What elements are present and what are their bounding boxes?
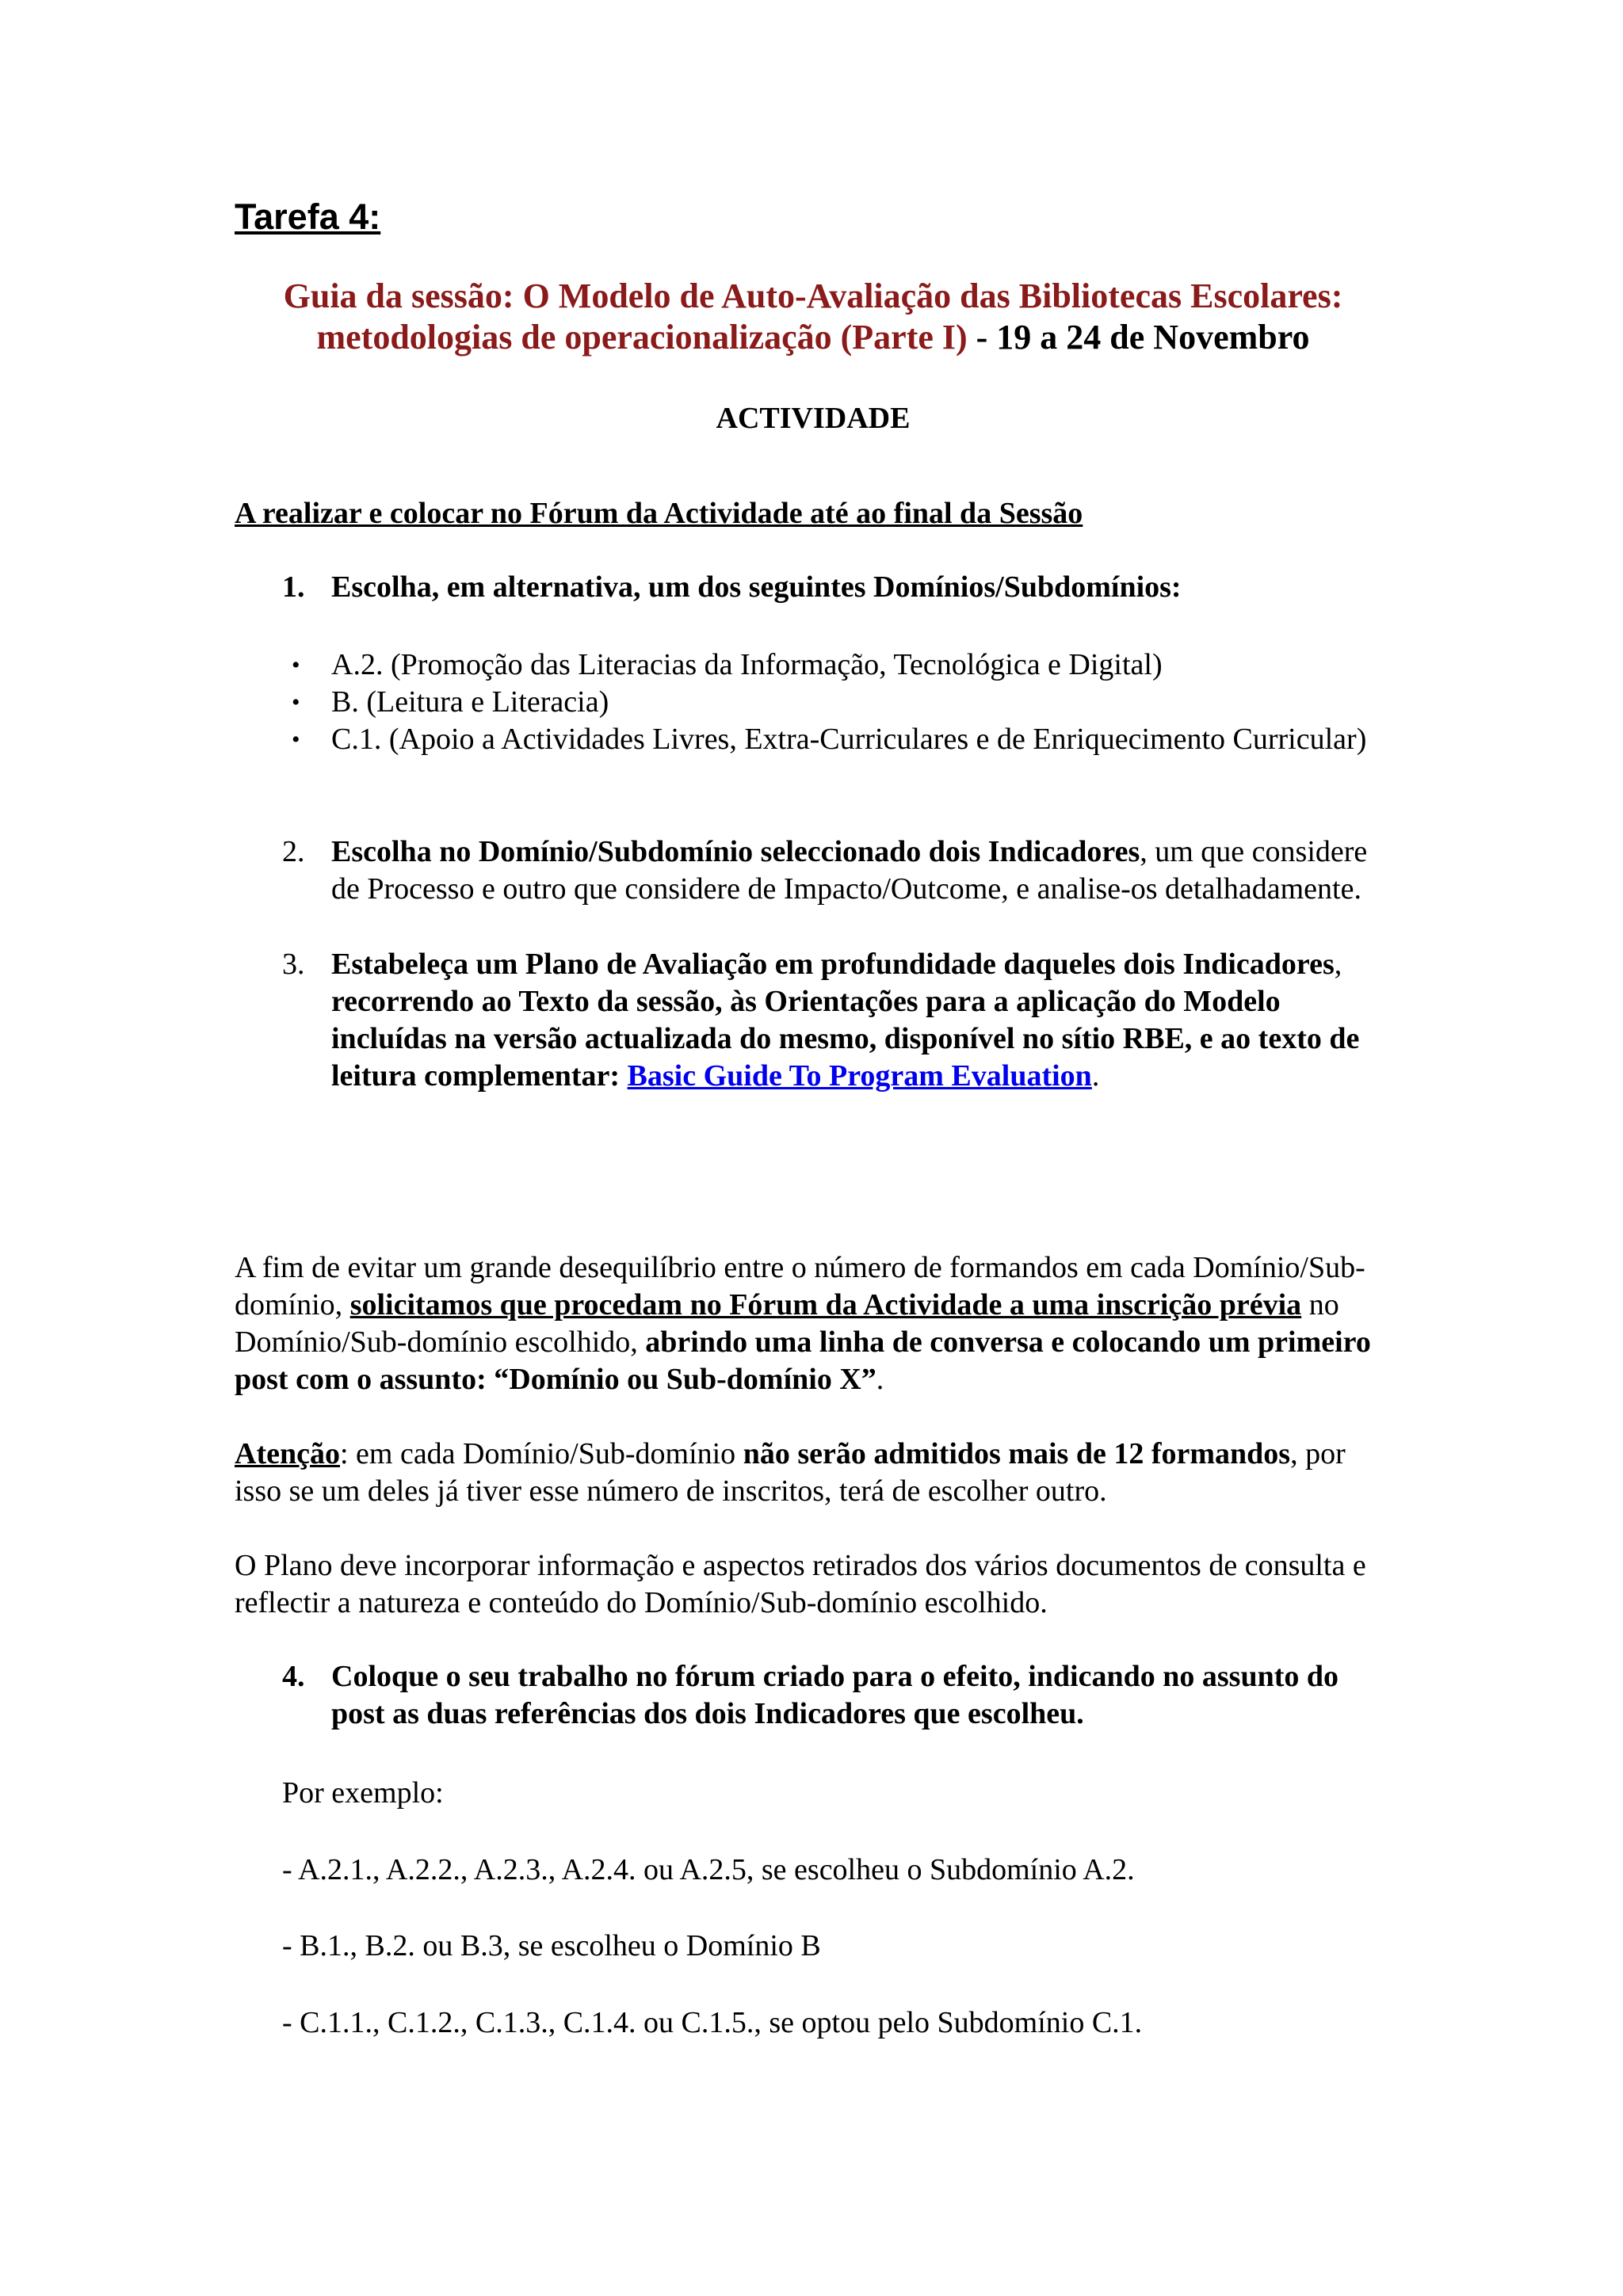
item-number: 1. bbox=[282, 570, 305, 604]
item-number: 2. bbox=[282, 835, 305, 868]
bullet-icon: • bbox=[292, 727, 300, 753]
session-guide-title: Guia da sessão: O Modelo de Auto-Avaliação das Bibliotecas Escolares: metodologias de operacionalização (Parte I) bbox=[283, 277, 1343, 357]
numbered-item-4 bbox=[282, 1658, 1392, 1733]
plan-paragraph: O Plano deve incorporar informação e aspectos retirados dos vários documentos de consulta e reflectir a natureza e conteúdo do Domínio/Sub-domínio escolhido. bbox=[235, 1549, 1366, 1619]
numbered-item-3 bbox=[282, 946, 1392, 1095]
list-item bbox=[282, 721, 1392, 758]
item-text: Escolha, em alternativa, um dos seguintes Domínios/Subdomínios: bbox=[331, 570, 1182, 604]
example-line: - A.2.1., A.2.2., A.2.3., A.2.4. ou A.2.5, se escolheu o Subdomínio A.2. bbox=[282, 1853, 1135, 1886]
item-text: Estabeleça um Plano de Avaliação em profundidade daqueles dois Indicadores, recorrendo ao Texto da sessão, às Orientações para a aplicação do Modelo incluídas na versão actualizada do mesmo, disponível no sítio RBE, e ao texto de leitura complementar: Basic Guide To Program Evaluation. bbox=[331, 948, 1360, 1093]
basic-guide-link[interactable]: Basic Guide To Program Evaluation bbox=[627, 1059, 1092, 1093]
item-number: 4. bbox=[282, 1660, 305, 1693]
activity-heading: ACTIVIDADE bbox=[716, 402, 911, 435]
enrollment-paragraph: A fim de evitar um grande desequilíbrio entre o número de formandos em cada Domínio/Sub-domínio, solicitamos que procedam no Fórum da Actividade a uma inscrição prévia no Domínio/Sub-domínio escolhido, abrindo uma linha de conversa e colocando um primeiro post com o assunto: “Domínio ou Sub-domínio X”. bbox=[235, 1251, 1371, 1396]
example-line: - C.1.1., C.1.2., C.1.3., C.1.4. ou C.1.5., se optou pelo Subdomínio C.1. bbox=[282, 2006, 1143, 2039]
list-item bbox=[282, 684, 1392, 721]
list-item-text: A.2. (Promoção das Literacias da Informação, Tecnológica e Digital) bbox=[331, 648, 1163, 681]
list-item bbox=[282, 646, 1392, 684]
numbered-item-2 bbox=[282, 833, 1392, 908]
list-item-text: C.1. (Apoio a Actividades Livres, Extra-Curriculares e de Enriquecimento Curricular) bbox=[331, 723, 1367, 756]
session-dates: - 19 a 24 de Novembro bbox=[967, 318, 1310, 357]
attention-paragraph: Atenção: em cada Domínio/Sub-domínio não serão admitidos mais de 12 formandos, por isso se um deles já tiver esse número de inscritos, terá de escolher outro. bbox=[235, 1437, 1346, 1508]
example-line: - B.1., B.2. ou B.3, se escolheu o Domínio B bbox=[282, 1929, 821, 1962]
domain-bullet-list bbox=[282, 646, 1392, 758]
item-text: Coloque o seu trabalho no fórum criado para o efeito, indicando no assunto do post as duas referências dos dois Indicadores que escolheu. bbox=[331, 1660, 1339, 1730]
activity-subtitle: A realizar e colocar no Fórum da Actividade até ao final da Sessão bbox=[235, 497, 1083, 530]
bullet-icon: • bbox=[292, 689, 300, 715]
bullet-icon: • bbox=[292, 652, 300, 678]
task-title: Tarefa 4: bbox=[235, 196, 381, 237]
example-intro: Por exemplo: bbox=[282, 1776, 444, 1810]
attention-label: Atenção bbox=[235, 1437, 340, 1470]
list-item-text: B. (Leitura e Literacia) bbox=[331, 685, 609, 719]
item-text: Escolha no Domínio/Subdomínio seleccionado dois Indicadores, um que considere de Processo e outro que considere de Impacto/Outcome, e analise-os detalhadamente. bbox=[331, 835, 1368, 906]
session-guide-heading bbox=[235, 276, 1392, 358]
item-number: 3. bbox=[282, 948, 305, 981]
numbered-item-1 bbox=[282, 569, 1392, 606]
